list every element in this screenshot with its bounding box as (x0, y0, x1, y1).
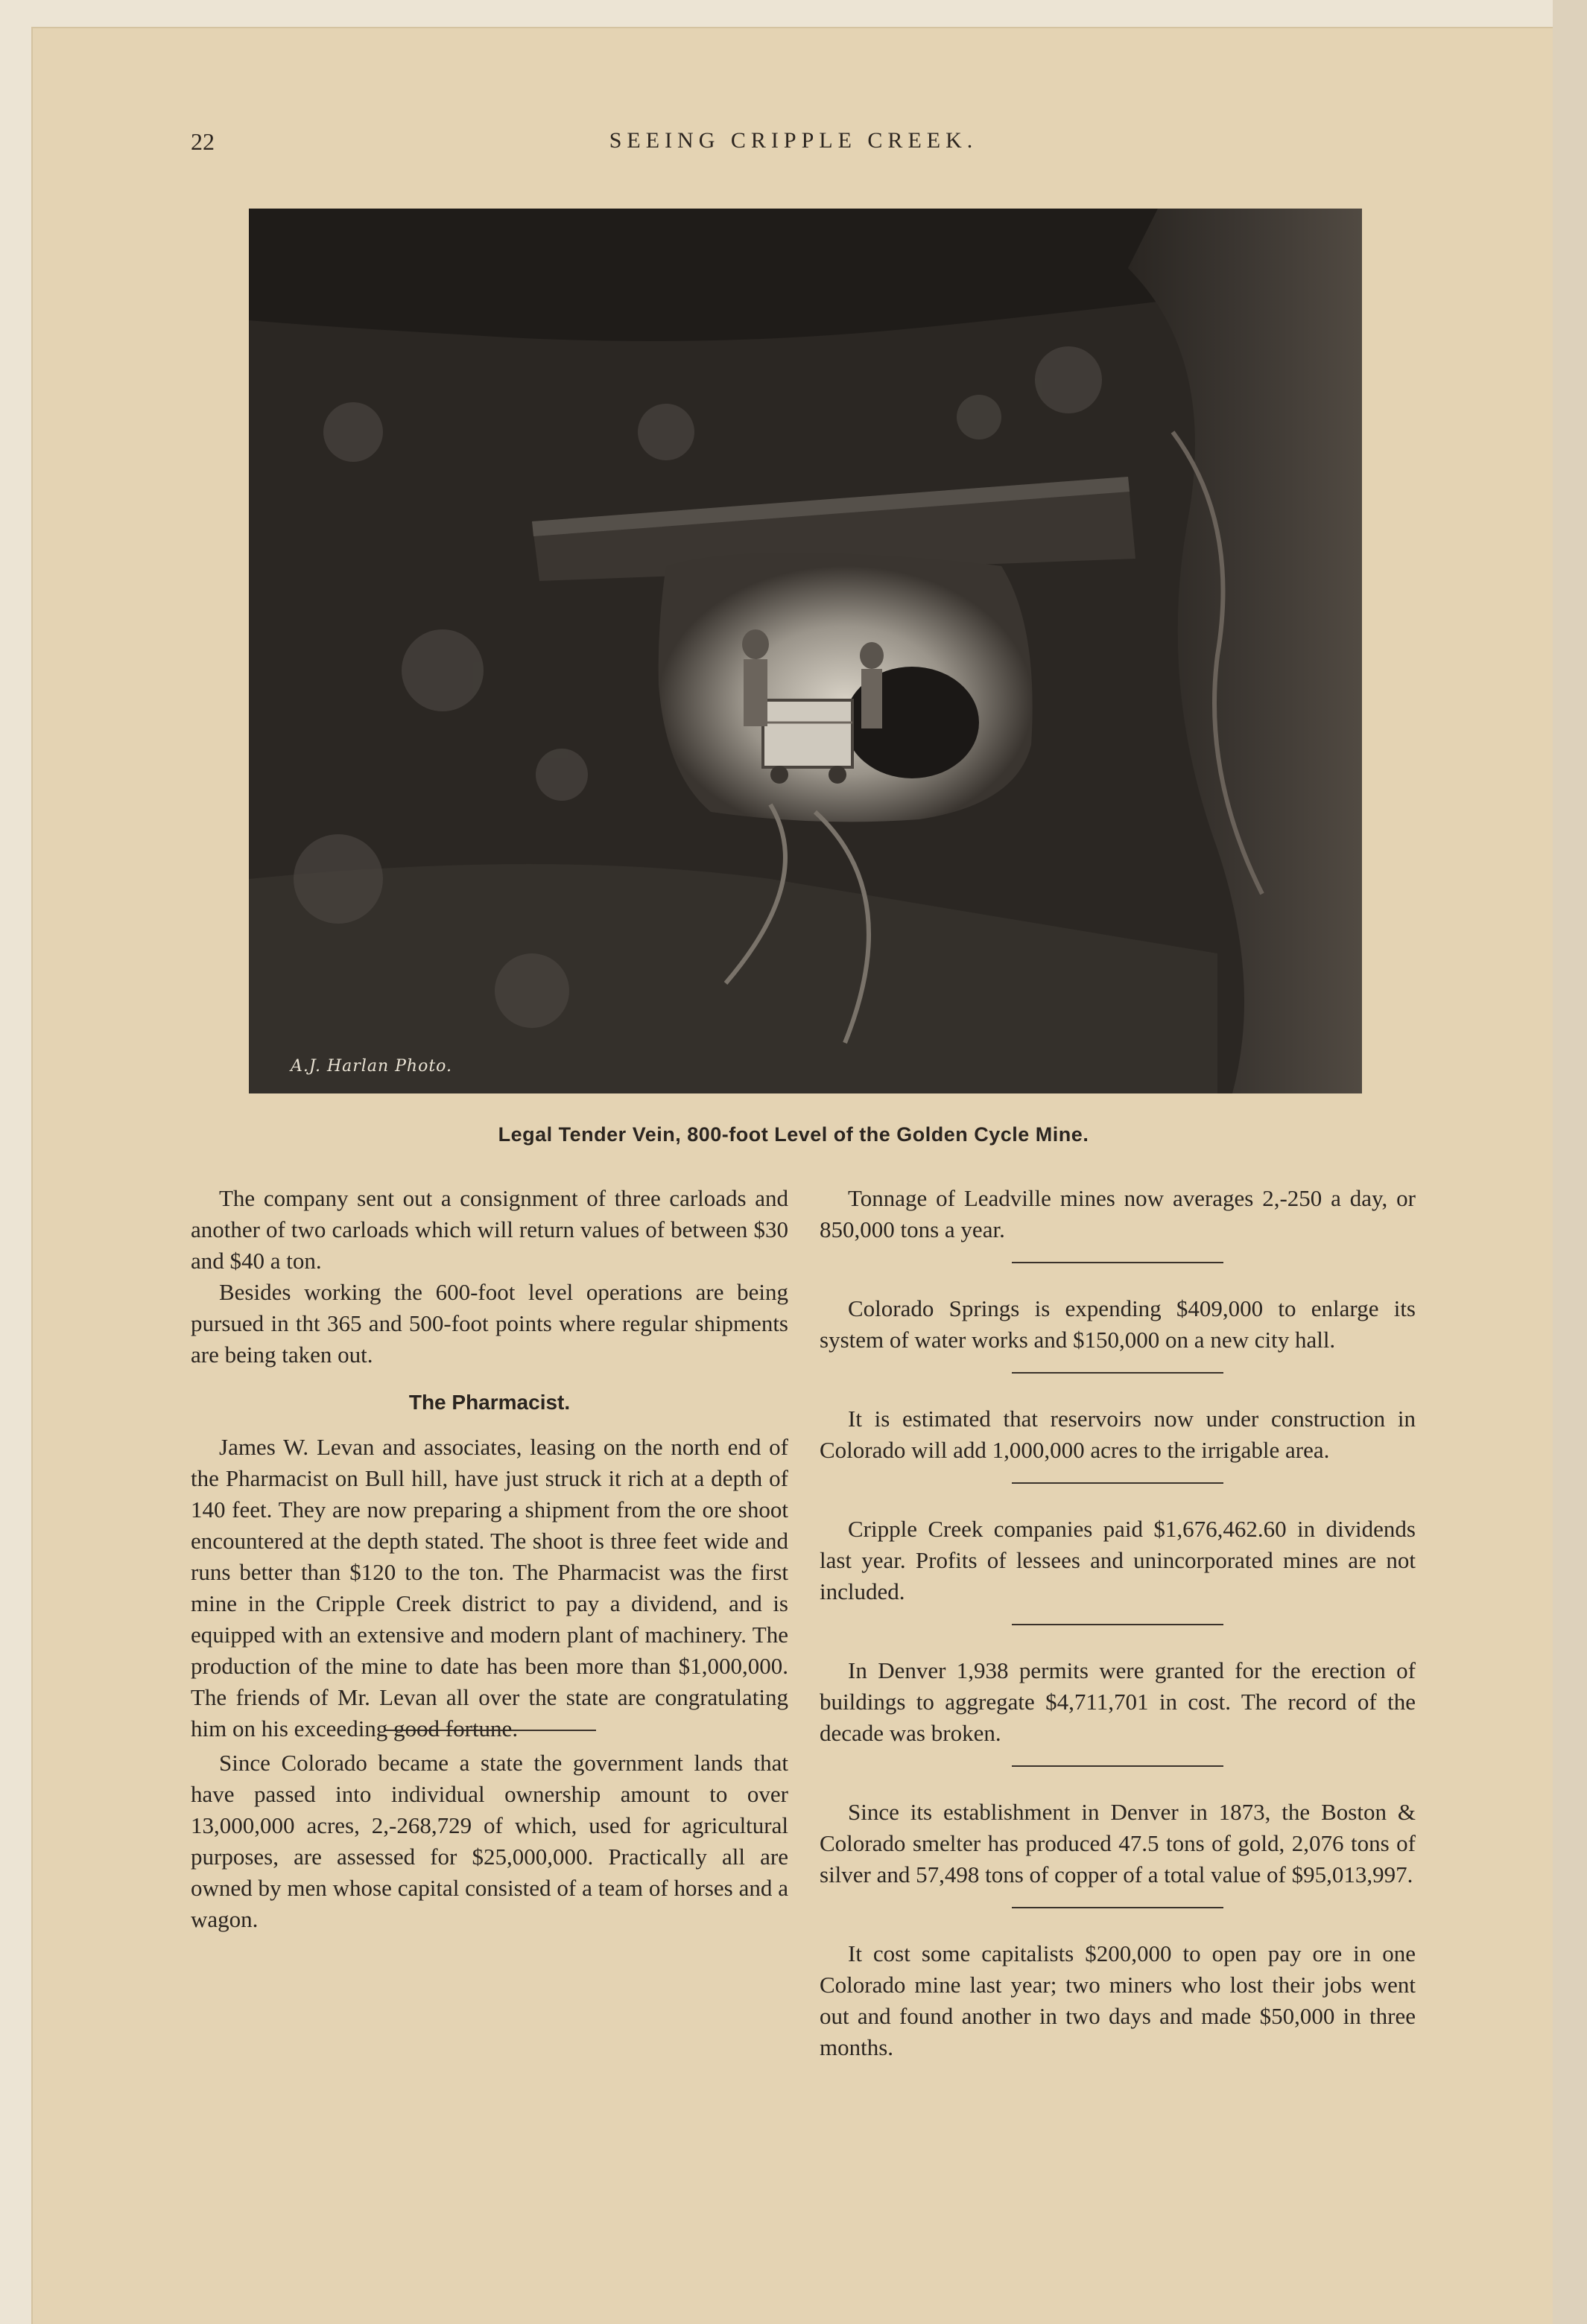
paragraph: The company sent out a consignment of three carloads and another of two carloads which will return values of between $30 and $40 a ton. (191, 1185, 788, 1274)
divider (1012, 1372, 1223, 1374)
news-item: In Denver 1,938 permits were granted for the erection of buildings to aggregate $4,711,701 in cost. The record of the decade was broken. (820, 1657, 1416, 1746)
divider (1012, 1262, 1223, 1263)
right-column (820, 1183, 1416, 2063)
paragraph: Besides working the 600-foot level operations are being pursued in tht 365 and 500-foot points where regular shipments are being taken out. (191, 1279, 788, 1368)
news-item: Colorado Springs is expending $409,000 to enlarge its system of water works and $150,000 on a new city hall. (820, 1295, 1416, 1353)
divider (1012, 1482, 1223, 1484)
news-item: Cripple Creek companies paid $1,676,462.60 in dividends last year. Profits of lessees and unincorporated mines are not included. (820, 1516, 1416, 1604)
photo-credit: A.J. Harlan Photo. (291, 1057, 453, 1076)
section-heading: The Pharmacist. (408, 1391, 571, 1414)
news-item: It cost some capitalists $200,000 to open pay ore in one Colorado mine last year; two miners who lost their jobs went out and found another in two days and made $50,000 in three months. (820, 1940, 1416, 2060)
left-column (191, 1183, 788, 1935)
running-title: SEEING CRIPPLE CREEK. (609, 128, 978, 153)
running-head (0, 128, 1587, 158)
photo-caption: Legal Tender Vein, 800-foot Level of the Golden Cycle Mine. (498, 1123, 1089, 1146)
page-number: 22 (191, 128, 215, 155)
paragraph: Since Colorado became a state the government lands that have passed into individual ownership amount to over 13,000,000 acres, 2,-268,729 of which, used for agricultural purposes, are assessed for $25,000,000. Practically all are owned by men whose capital consisted of a team of horses and a wagon. (191, 1750, 788, 1932)
mine-tunnel-photo (249, 209, 1362, 1093)
tunnel-illustration (249, 209, 1362, 1093)
paragraph: James W. Levan and associates, leasing on the north end of the Pharmacist on Bull hill, have just struck it rich at a depth of 140 feet. They are now preparing a shipment from the ore shoot encountered at the depth stated. The shoot is three feet wide and runs better than $120 to the ton. The Pharmacist was the first mine in the Cripple Creek district to pay a dividend, and is equipped with an extensive and modern plant of machinery. The production of the mine to date has been more than $1,000,000. The friends of Mr. Levan all over the state are congratulating him on his exceeding good fortune. (191, 1434, 788, 1742)
divider (1012, 1765, 1223, 1767)
news-item: It is estimated that reservoirs now under construction in Colorado will add 1,000,000 acres to the irrigable area. (820, 1406, 1416, 1463)
news-item: Since its establishment in Denver in 1873, the Boston & Colorado smelter has produced 47.5 tons of gold, 2,076 tons of silver and 57,498 tons of copper of a total value of $95,013,997. (820, 1799, 1416, 1888)
divider (1012, 1624, 1223, 1625)
divider (1012, 1907, 1223, 1908)
next-page-edge (1553, 0, 1587, 2324)
news-item: Tonnage of Leadville mines now averages 2,-250 a day, or 850,000 tons a year. (820, 1185, 1416, 1242)
